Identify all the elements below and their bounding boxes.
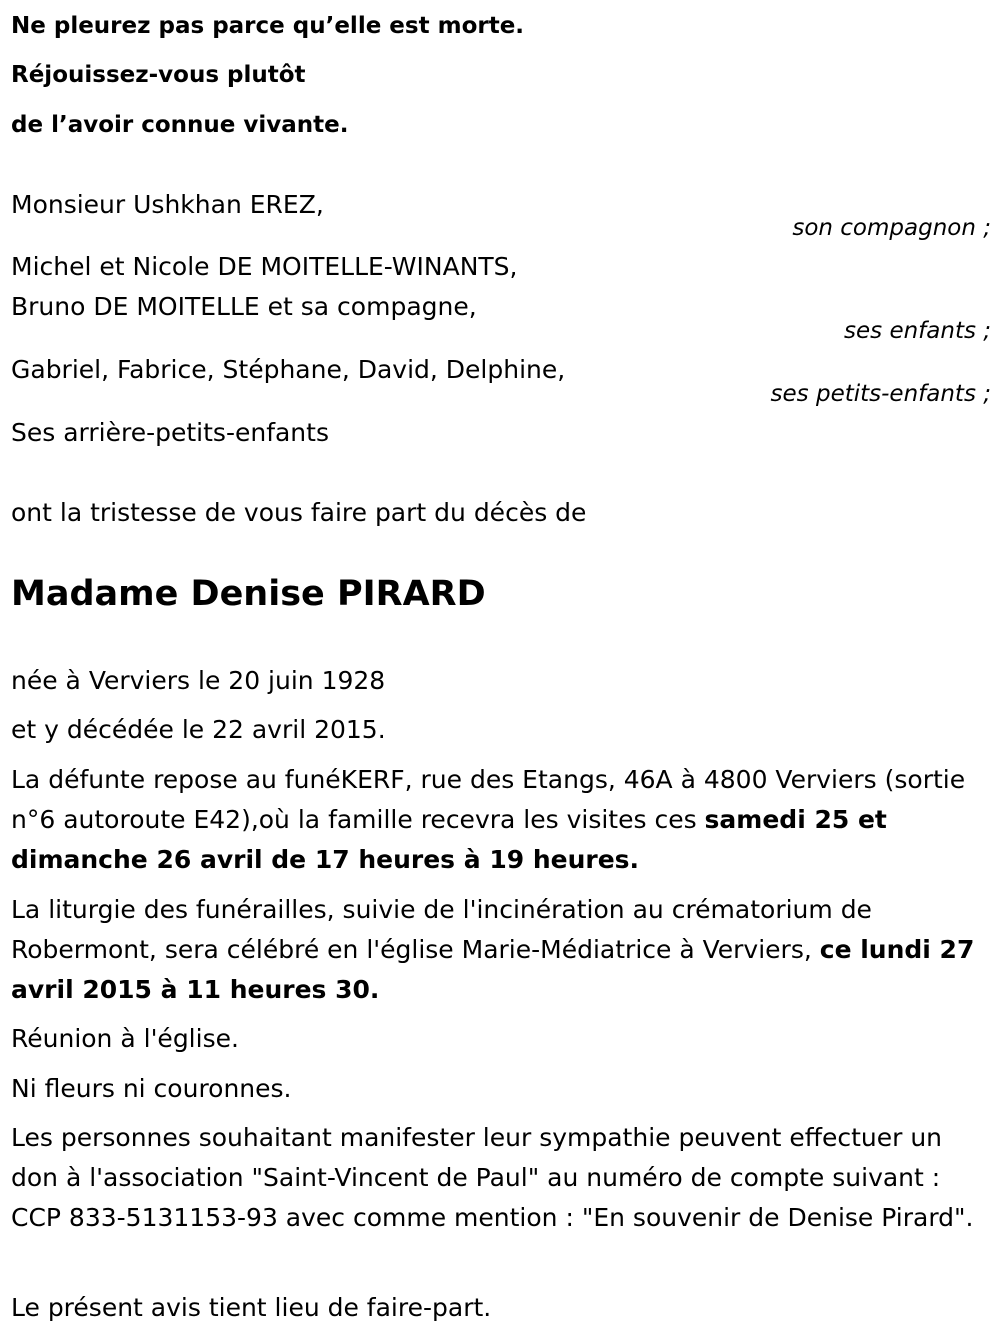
liturgy-paragraph <box>11 890 991 1010</box>
family-great-grandchildren: Ses arrière-petits-enfants <box>11 418 329 447</box>
relation-children: ses enfants ; <box>844 318 991 344</box>
relation-grandchildren: ses petits-enfants ; <box>770 381 991 407</box>
liturgy-text: La liturgie des funérailles, suivie de l'incinération au crématorium de Robermont, sera célébré en l'église Marie-Médiatrice à Verviers, <box>11 895 872 964</box>
donation-paragraph: Les personnes souhaitant manifester leur sympathie peuvent effectuer un don à l'association "Saint-Vincent de Paul" au numéro de compte suivant : CCP 833-5131153-93 avec comme mention : "En souvenir de Denise Pirard". <box>11 1123 974 1232</box>
family-children-name-1: Michel et Nicole DE MOITELLE-WINANTS, <box>11 252 518 281</box>
flowers-info: Ni fleurs ni couronnes. <box>11 1074 292 1103</box>
family-grandchildren-names: Gabriel, Fabrice, Stéphane, David, Delphine, <box>11 355 566 384</box>
meeting-info: Réunion à l'église. <box>11 1024 239 1053</box>
closing-note: Le présent avis tient lieu de faire-part. <box>11 1293 492 1322</box>
visitation-text: La défunte repose au funéKERF, rue des Etangs, 46A à 4800 Verviers (sortie n°6 autoroute E42),où la famille recevra les visites ces <box>11 765 966 834</box>
birth-info: née à Verviers le 20 juin 1928 <box>11 666 386 695</box>
visitation-paragraph <box>11 760 991 880</box>
visitation-dates: samedi 25 et dimanche 26 avril de 17 heures à 19 heures. <box>11 805 887 874</box>
family-children-name-2: Bruno DE MOITELLE et sa compagne, <box>11 292 477 321</box>
liturgy-date: ce lundi 27 avril 2015 à 11 heures 30. <box>11 935 975 1004</box>
death-info: et y décédée le 22 avril 2015. <box>11 715 386 744</box>
quote-line-2: Réjouissez-vous plutôt <box>11 62 306 88</box>
quote-line-3: de l’avoir connue vivante. <box>11 112 349 138</box>
announcement-text: ont la tristesse de vous faire part du décès de <box>11 498 587 527</box>
quote-line-1: Ne pleurez pas parce qu’elle est morte. <box>11 13 525 39</box>
deceased-name: Madame Denise PIRARD <box>11 574 486 614</box>
family-companion-name: Monsieur Ushkhan EREZ, <box>11 190 324 219</box>
relation-companion: son compagnon ; <box>792 215 991 241</box>
